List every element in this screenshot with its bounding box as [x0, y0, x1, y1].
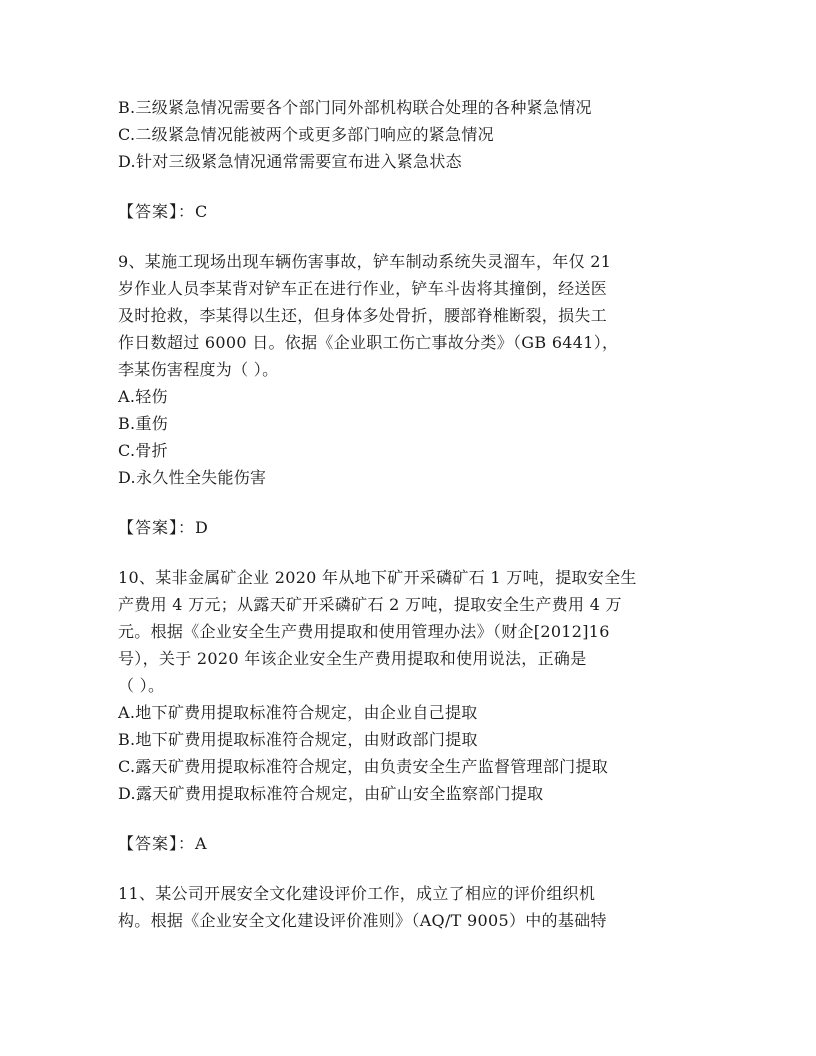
option-a: A.地下矿费用提取标准符合规定，由企业自己提取 [118, 703, 478, 722]
question-10-stem-line: 10、某非金属矿企业 2020 年从地下矿开采磷矿石 1 万吨，提取安全生 [118, 568, 637, 587]
spacer [118, 225, 708, 248]
question-11-stem-line: 构。根据《企业安全文化建设评价准则》（AQ/T 9005）中的基础特 [118, 911, 607, 930]
answer-9: 【答案】：D [118, 518, 209, 537]
question-9-stem-line: 李某伤害程度为（ ）。 [118, 360, 279, 379]
question-9-stem-line: 岁作业人员李某背对铲车正在进行作业，铲车斗齿将其撞倒，经送医 [118, 279, 608, 298]
question-10-stem-line: （ ）。 [118, 676, 165, 695]
question-10-stem-line: 元。根据《企业安全生产费用提取和使用管理办法》（财企[2012]16 [118, 622, 610, 641]
option-c: C.露天矿费用提取标准符合规定，由负责安全生产监督管理部门提取 [118, 757, 609, 776]
question-9-stem-line: 及时抢救，李某得以生还，但身体多处骨折，腰部脊椎断裂，损失工 [118, 306, 608, 325]
option-c: C.二级紧急情况能被两个或更多部门响应的紧急情况 [118, 125, 494, 144]
option-c: C.骨折 [118, 441, 168, 460]
spacer [118, 857, 708, 880]
spacer [118, 491, 708, 514]
document-content [118, 94, 708, 934]
option-d: D.露天矿费用提取标准符合规定，由矿山安全监察部门提取 [118, 784, 544, 803]
question-11 [118, 880, 708, 934]
question-10 [118, 564, 708, 807]
question-10-stem-line: 产费用 4 万元；从露天矿开采磷矿石 2 万吨，提取安全生产费用 4 万 [118, 595, 622, 614]
spacer [118, 541, 708, 564]
option-b: B.三级紧急情况需要各个部门同外部机构联合处理的各种紧急情况 [118, 98, 592, 117]
spacer [118, 807, 708, 830]
option-d: D.永久性全失能伤害 [118, 468, 267, 487]
spacer [118, 175, 708, 198]
option-b: B.地下矿费用提取标准符合规定，由财政部门提取 [118, 730, 478, 749]
question-10-stem-line: 号），关于 2020 年该企业安全生产费用提取和使用说法，正确是 [118, 649, 587, 668]
answer-8: 【答案】：C [118, 202, 209, 221]
option-a: A.轻伤 [118, 387, 168, 406]
question-9-stem-line: 9、某施工现场出现车辆伤害事故，铲车制动系统失灵溜车，年仅 21 [118, 252, 612, 271]
question-9-stem-line: 作日数超过 6000 日。依据《企业职工伤亡事故分类》（GB 6441）， [118, 333, 619, 352]
question-11-stem-line: 11、某公司开展安全文化建设评价工作，成立了相应的评价组织机 [118, 884, 596, 903]
option-d: D.针对三级紧急情况通常需要宣布进入紧急状态 [118, 152, 462, 171]
answer-10: 【答案】：A [118, 834, 208, 853]
question-9 [118, 248, 708, 491]
question-8-options [118, 94, 708, 175]
option-b: B.重伤 [118, 414, 169, 433]
